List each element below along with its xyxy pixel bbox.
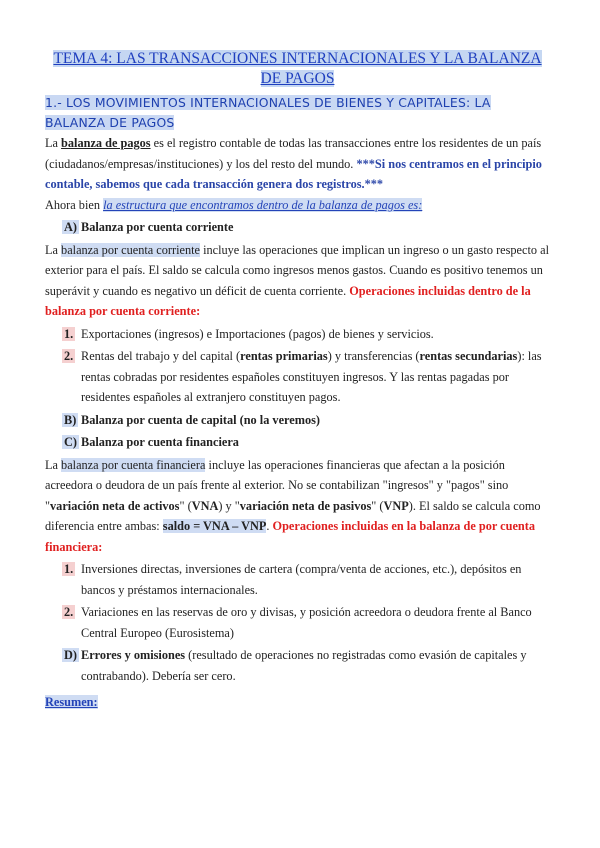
a2-t1: Rentas del trabajo y del capital (	[81, 349, 241, 363]
list-item	[45, 602, 550, 643]
resumen-heading	[45, 692, 550, 713]
c-b2: VNA	[191, 498, 219, 513]
page-title	[45, 49, 550, 89]
label-D: Errores y omisiones	[81, 648, 186, 662]
a2-t3: ): las rentas cobradas por residentes españoles constituyen ingresos. Y las rentas pagadas por residentes españoles al extranjero constituyen pagos.	[81, 349, 542, 404]
title-text: TEMA 4: LAS TRANSACCIONES INTERNACIONALES Y LA BALANZA DE PAGOS	[53, 50, 542, 87]
a-item-1-text: Exportaciones (ingresos) e Importaciones (pagos) de bienes y servicios.	[81, 326, 434, 341]
section-heading	[45, 93, 550, 133]
a-text-1: La	[45, 242, 62, 257]
label-A: Balanza por cuenta corriente	[81, 220, 234, 234]
intro-text-1: La	[45, 136, 62, 150]
c-t1: La	[45, 457, 62, 472]
paragraph-C	[45, 455, 550, 558]
marker-a2: 2.	[64, 349, 74, 363]
c-t4: ) y "	[218, 498, 240, 513]
term-cuenta-financiera: balanza por cuenta financiera	[61, 457, 206, 472]
intro-text-2: es el registro contable de todas las transacciones entre los residentes de un país (ciudadanos/empresas/instituciones) y los del resto del mundo.	[45, 136, 542, 171]
item-A	[45, 217, 550, 238]
a-item-2-text	[81, 346, 550, 408]
term-cuenta-corriente: balanza por cuenta corriente	[61, 242, 200, 257]
c-t7: .	[266, 519, 273, 533]
c-item-1-text: Inversiones directas, inversiones de cartera (compra/venta de acciones, etc.), depósitos en bancos y préstamos internacionales.	[81, 562, 522, 597]
saldo-formula: saldo = VNA – VNP	[162, 519, 267, 533]
a-text-2: incluye las operaciones que implican un ingreso o un gasto respecto al exterior para el país. El saldo se calcula como ingresos menos gastos. Cuando es positivo tenemos un superávit y cuando es negativo un déficit de cuenta corriente.	[45, 242, 549, 298]
marker-C: C)	[64, 435, 77, 449]
marker-c2: 2.	[64, 605, 74, 619]
paragraph-A	[45, 240, 550, 322]
c-t6: ). El saldo se calcula como diferencia entre ambas:	[45, 498, 541, 533]
c-t5: " (	[371, 498, 384, 513]
label-B: Balanza por cuenta de capital	[81, 412, 237, 427]
c-b4: VNP	[383, 498, 409, 513]
marker-A: A)	[64, 220, 77, 234]
c-red-note: Operaciones incluidas en la balanza de por cuenta financiera:	[45, 519, 535, 554]
a-red-note: Operaciones incluidas dentro de la balanza por cuenta corriente:	[45, 283, 531, 318]
note-B: (no la veremos)	[236, 412, 320, 427]
c-t2: incluye las operaciones financieras que afectan a la posición acreedora o deudora de un país frente al exterior. No se contabilizan "ingresos" y "pagos" sino "	[45, 457, 509, 513]
a2-b1: rentas primarias	[240, 349, 328, 363]
list-item	[45, 559, 550, 600]
marker-c1: 1.	[64, 562, 74, 576]
a2-b2: rentas secundarias	[419, 349, 518, 363]
c-b3: variación neta de pasivos	[239, 498, 372, 513]
item-B	[45, 410, 550, 431]
structure-intro	[45, 195, 550, 216]
term-balanza-pagos: balanza de pagos	[61, 136, 151, 150]
section-heading-text: 1.- LOS MOVIMIENTOS INTERNACIONALES DE BIENES Y CAPITALES: LA BALANZA DE PAGOS	[45, 95, 491, 130]
c-t3: " (	[179, 498, 192, 513]
a2-t2: ) y transferencias (	[327, 349, 420, 363]
structure-link[interactable]: la estructura que encontramos dentro de la balanza de pagos es:	[103, 197, 423, 212]
label-C: Balanza por cuenta financiera	[81, 435, 239, 449]
c-b1: variación neta de activos	[50, 498, 180, 513]
text-D: (resultado de operaciones no registradas como evasión de capitales y contrabando). Debería ser cero.	[81, 648, 527, 683]
marker-D: D)	[64, 648, 77, 662]
item-D	[45, 645, 550, 686]
marker-B: B)	[64, 412, 77, 427]
c-item-2-text: Variaciones en las reservas de oro y divisas, y posición acreedora o deudora frente al Banco Central Europeo (Eurosistema)	[81, 605, 532, 640]
item-C	[45, 432, 550, 453]
list-item	[45, 346, 550, 408]
marker-a1: 1.	[64, 326, 74, 341]
resumen-link[interactable]: Resumen:	[45, 695, 98, 709]
intro-paragraph	[45, 133, 550, 195]
principle-note: ***Si nos centramos en el principio contable, sabemos que cada transacción genera dos registros.***	[45, 156, 542, 191]
list-item	[45, 324, 550, 345]
structure-intro-text: Ahora bien	[45, 197, 104, 212]
